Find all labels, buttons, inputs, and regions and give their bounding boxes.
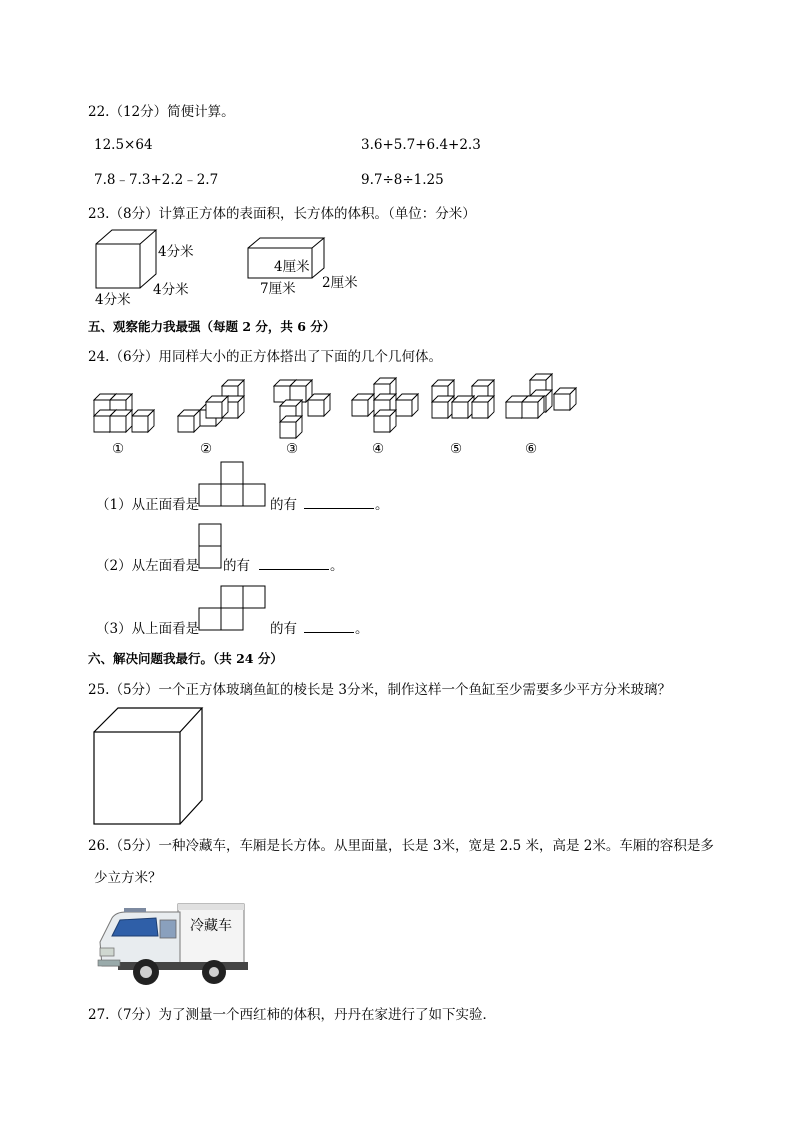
cube-height-label: 4分米 (158, 244, 194, 260)
shape-6 (506, 374, 576, 418)
q22-expr-3: 7.8﹣7.3+2.2﹣2.7 (94, 172, 219, 188)
top-view-figure (198, 584, 270, 634)
q26-line-2: 少立方米？ (94, 870, 162, 886)
truck-box-label: 冷藏车 (190, 918, 232, 934)
q22-expr-4: 9.7÷8÷1.25 (361, 172, 444, 188)
shape-label-2: ② (199, 441, 213, 457)
q22-expr-1: 12.5×64 (94, 137, 153, 153)
cube-depth-label: 4分米 (153, 282, 189, 298)
q24-sub2-prefix: （2）从左面看是 (96, 558, 200, 574)
cube-figure (90, 226, 210, 310)
cuboid-figure (240, 230, 370, 302)
cube-width-label: 4分米 (95, 292, 131, 308)
q24-sub2-suffix: 的有 (223, 558, 250, 574)
front-view-figure (198, 460, 270, 510)
fish-tank-figure (90, 706, 210, 828)
shape-label-4: ④ (371, 441, 385, 457)
q22-title: 22.（12分）简便计算。 (88, 104, 235, 120)
q23-title: 23.（8分）计算正方体的表面积，长方体的体积。（单位：分米） (88, 206, 476, 222)
cuboid-length-label: 7厘米 (260, 281, 296, 297)
q24-sub2-answer-blank[interactable] (259, 557, 329, 570)
shape-5 (432, 380, 494, 418)
q24-sub1-answer-blank[interactable] (304, 496, 374, 509)
cube-shapes-figure (88, 372, 588, 462)
left-view-figure (198, 522, 226, 572)
q24-sub1-end: 。 (375, 497, 389, 513)
truck-image (94, 896, 254, 992)
q24-sub1-prefix: （1）从正面看是 (96, 497, 200, 513)
shape-4 (352, 378, 418, 432)
q24-sub2-end: 。 (330, 558, 344, 574)
q24-sub3-answer-blank[interactable] (304, 620, 354, 633)
q24-sub3-suffix: 的有 (270, 621, 297, 637)
shape-label-1: ① (111, 441, 125, 457)
cuboid-width-label: 2厘米 (322, 275, 358, 291)
section-5-heading: 五、观察能力我最强（每题 2 分，共 6 分） (88, 319, 336, 334)
shape-label-3: ③ (285, 441, 299, 457)
shape-3 (274, 380, 330, 438)
cuboid-height-label: 4厘米 (274, 259, 310, 275)
q22-expr-2: 3.6+5.7+6.4+2.3 (361, 137, 481, 153)
shape-1 (94, 394, 154, 432)
shape-label-6: ⑥ (524, 441, 538, 457)
q24-sub1-suffix: 的有 (270, 497, 297, 513)
q24-sub3-prefix: （3）从上面看是 (96, 621, 200, 637)
shape-2 (178, 380, 244, 432)
q26-line-1: 26.（5分）一种冷藏车，车厢是长方体。从里面量，长是 3米，宽是 2.5 米，高是 2米。车厢的容积是多 (88, 838, 714, 854)
q25-title: 25.（5分）一个正方体玻璃鱼缸的棱长是 3分米，制作这样一个鱼缸至少需要多少平方分米玻璃？ (88, 682, 671, 698)
q24-sub3-end: 。 (355, 621, 369, 637)
q24-title: 24.（6分）用同样大小的正方体搭出了下面的几个几何体。 (88, 349, 443, 365)
section-6-heading: 六、解决问题我最行。（共 24 分） (88, 651, 283, 666)
q27-title: 27.（7分）为了测量一个西红柿的体积，丹丹在家进行了如下实验． (88, 1007, 497, 1023)
shape-label-5: ⑤ (449, 441, 463, 457)
